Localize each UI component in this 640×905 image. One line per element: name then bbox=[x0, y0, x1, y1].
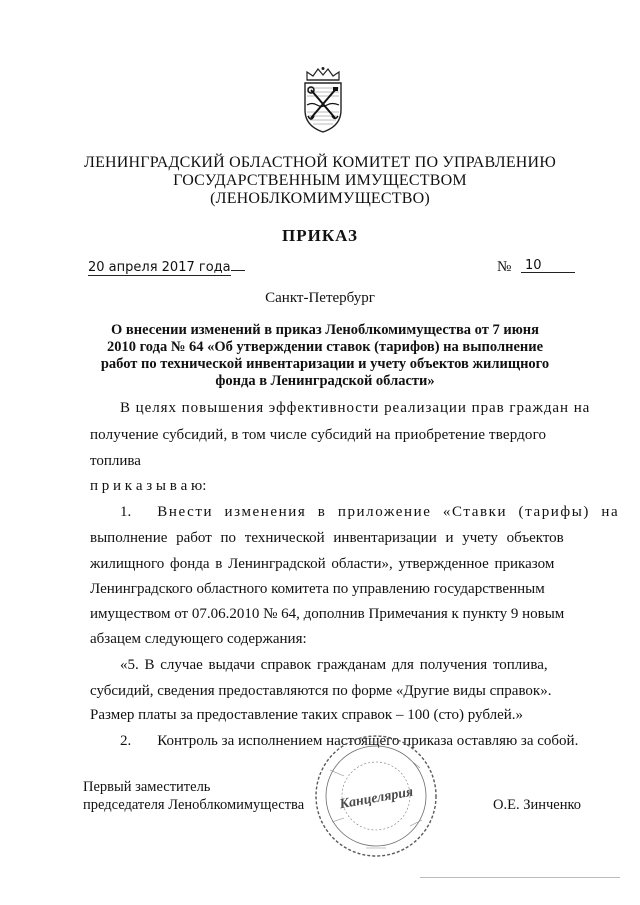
item1-line-1 bbox=[120, 502, 620, 522]
order-word: п р и к а з ы в а ю: bbox=[90, 478, 207, 494]
item1-line-4 bbox=[90, 579, 580, 599]
order-number-label: № bbox=[497, 259, 512, 275]
order-subject: О внесении изменений в приказ Леноблкомимущества от 7 июня 2010 года № 64 «Об утверждении ставок (тарифов) на выполнение работ по технической инвентаризации и учету объектов жилищного фонда в Ленинградской области» bbox=[100, 322, 550, 389]
org-name-line-3: (ЛЕНОБЛКОМИМУЩЕСТВО) bbox=[210, 190, 430, 207]
preamble-line-1 bbox=[120, 398, 591, 418]
quote-text-1: «5. В случае выдачи справок гражданам для получения топлива, bbox=[120, 657, 548, 673]
item1-text-2: выполнение работ по технической инвентаризации и учету объектов bbox=[90, 530, 564, 546]
item1-text-1: Внести изменения в приложение «Ставки (тарифы) на bbox=[157, 504, 620, 520]
bottom-rule bbox=[420, 877, 620, 878]
quote-line-2 bbox=[90, 681, 580, 701]
item1-line-3 bbox=[90, 554, 580, 574]
signer-position-line-1: Первый заместитель bbox=[83, 779, 211, 795]
document-title: ПРИКАЗ bbox=[282, 226, 358, 245]
preamble-text-3: топлива bbox=[90, 453, 141, 469]
preamble-line-2 bbox=[90, 425, 580, 445]
date-underline bbox=[231, 259, 245, 271]
quote-line-1 bbox=[120, 655, 580, 675]
office-stamp bbox=[310, 730, 442, 862]
item2-number: 2. bbox=[120, 733, 132, 749]
org-name-line-2: ГОСУДАРСТВЕННЫМ ИМУЩЕСТВОМ bbox=[173, 172, 467, 189]
city: Санкт-Петербург bbox=[265, 290, 375, 306]
order-number: 10 bbox=[521, 258, 575, 273]
stamp-text: Канцелярия bbox=[338, 784, 415, 813]
item1-text-3: жилищного фонда в Ленинградской области», утвержденное приказом bbox=[90, 556, 555, 572]
item1-line-2 bbox=[90, 528, 580, 548]
item1-text-6: абзацем следующего содержания: bbox=[90, 631, 307, 647]
item2-text: Контроль за исполнением настоящего приказа оставляю за собой. bbox=[157, 733, 579, 749]
signer-position-line-2: председателя Леноблкомимущества bbox=[83, 797, 305, 813]
signer-name: О.Е. Зинченко bbox=[493, 797, 582, 813]
order-word-line bbox=[90, 476, 580, 496]
order-date bbox=[88, 259, 245, 275]
item1-line-6 bbox=[90, 629, 580, 649]
preamble-line-3 bbox=[90, 451, 580, 471]
quote-line-3 bbox=[90, 705, 580, 725]
coat-of-arms-icon bbox=[302, 66, 344, 134]
order-date-value: 20 апреля 2017 года bbox=[88, 260, 231, 275]
quote-text-3: Размер платы за предоставление таких справок – 100 (сто) рублей.» bbox=[90, 707, 524, 723]
item1-line-5 bbox=[90, 604, 580, 624]
preamble-text-2: получение субсидий, в том числе субсидий на приобретение твердого bbox=[90, 427, 547, 443]
item1-text-5: имуществом от 07.06.2010 № 64, дополнив Примечания к пункту 9 новым bbox=[90, 606, 565, 622]
item1-text-4: Ленинградского областного комитета по управлению государственным bbox=[90, 581, 545, 597]
item1-number: 1. bbox=[120, 504, 132, 520]
org-name-line-1: ЛЕНИНГРАДСКИЙ ОБЛАСТНОЙ КОМИТЕТ ПО УПРАВЛЕНИЮ bbox=[84, 154, 556, 171]
quote-text-2: субсидий, сведения предоставляются по форме «Другие виды справок». bbox=[90, 683, 552, 699]
preamble-text-1: В целях повышения эффективности реализации прав граждан на bbox=[120, 400, 591, 416]
